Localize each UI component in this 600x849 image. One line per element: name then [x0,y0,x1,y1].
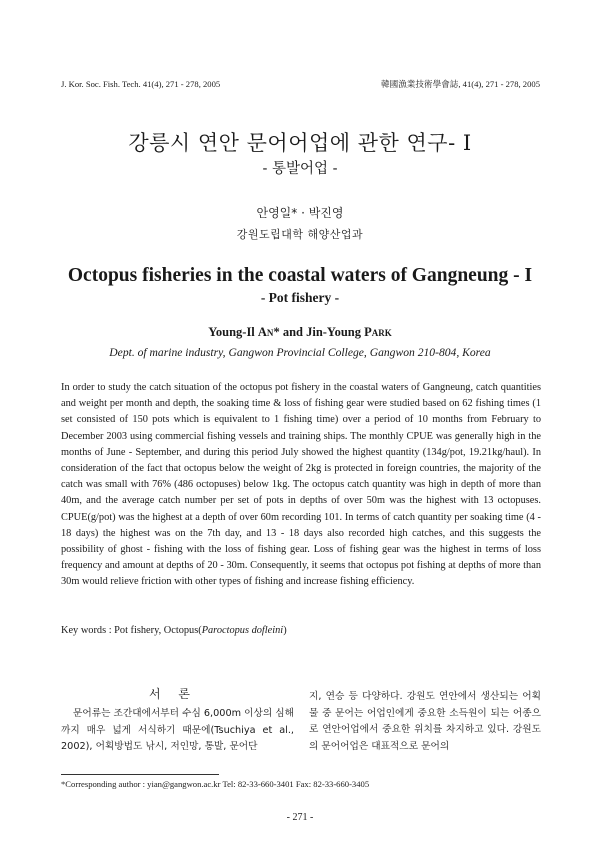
keywords [61,624,287,638]
korean-subtitle: - 통발어업 - [262,161,338,177]
english-subtitle: - Pot fishery - [260,290,340,305]
body-text-right-column: 지, 연승 등 다양하다. 강원도 연안에서 생산되는 어획물 중 문어는 어업인에게 중요한 소득원이 되는 어종으로 연안어업에서 중요한 위치를 차지하고 있다. 강원도의 문어어업은 대표적으로 문어의 [309,691,541,752]
section-heading-introduction: 서 론 [149,687,190,701]
keywords-suffix: ) [283,625,287,636]
author1-last-name: An [257,325,274,339]
keywords-species: Paroctopus dofleini [201,625,284,636]
author2-last-name: Park [364,325,392,339]
english-affiliation: Dept. of marine industry, Gangwon Provincial College, Gangwon 210-804, Korea [109,346,491,359]
footnote-divider [61,774,219,775]
keywords-prefix: Key words : Pot fishery, Octopus( [61,625,202,636]
page-number: - 271 - [286,812,314,823]
korean-affiliation: 강원도립대학 해양산업과 [236,228,364,241]
body-text-left-column: 문어류는 조간대에서부터 수심 6,000m 이상의 심해까지 매우 넓게 서식하기 때문에(Tsuchiya et al., 2002), 어획방법도 낚시, 저인망, 통발, 문어단 [61,708,295,753]
korean-title: 강릉시 연안 문어어업에 관한 연구- I [128,131,472,155]
author-connector: * and Jin-Young [273,325,365,339]
english-authors [0,325,600,340]
korean-journal-citation-header: 韓國漁業技術學會誌, 41(4), 271 - 278, 2005 [381,79,540,89]
journal-citation-header: J. Kor. Soc. Fish. Tech. 41(4), 271 - 278, 2005 [61,79,221,89]
korean-authors: 안영일* · 박진영 [256,206,344,220]
abstract: In order to study the catch situation of the octopus pot fishery in the coastal waters of Gangneung, catch quantities and weight per month and depth, the soaking time & loss of fishing gear were studied based on 62 fishing times (1 set consisted of 150 pots which is equivalent to 1 fishing time) over a period of 10 months from February to December 2003 using commercial fishing vessels and training ships. The monthly CPUE was generally high in the months of June - September, and during this period July showed the highest quantity (134g/pot, 19.21kg/haul). In consideration of the fact that octopus below the weight of 2kg is protected in foreign countries, the majority of the catch was small with 76% (486 octopuses) below 1kg. The octopus catch quantity was high in depth of more than 40m, and the average catch number per set of pots in depths of over 50m was the highest with 13 octopuses. CPUE(g/pot) was the highest at a depth of over 60m recording 101. In terms of catch quantity per soaking time (4 - 18 days) the highest was on the 7th day, and 13 - 18 days also recorded high catches, and this suggests the possibility of ghost - fishing with the loss of fishing gear. Loss of fishing gear was the highest in terms of loss frequency and amount at depths of 20 - 30m. Consequently, it seems that octopus pot fishing at depths of more than 30m would relieve friction with other types of fishing and increase fishing efficiency. [61,382,541,588]
author1-first-name: Young-Il [208,325,258,339]
english-title: Octopus fisheries in the coastal waters of Gangneung - I [67,265,533,286]
corresponding-author-footnote: *Corresponding author : yian@gangwon.ac.kr Tel: 82-33-660-3401 Fax: 82-33-660-3405 [61,779,370,789]
